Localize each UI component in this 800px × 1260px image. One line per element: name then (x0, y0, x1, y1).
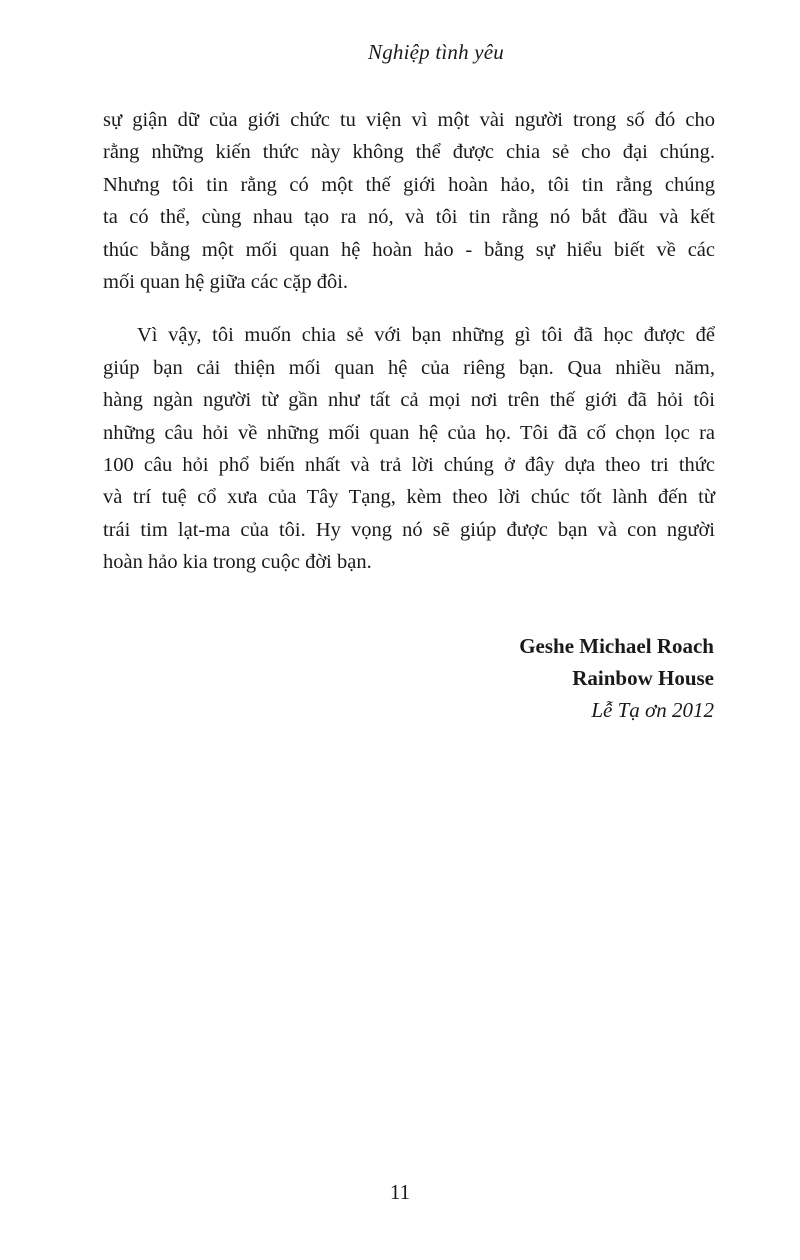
text-line: Vì vậy, tôi muốn chia sẻ với bạn những gì tôi đã học được để (137, 324, 715, 347)
text-line: thúc bằng một mối quan hệ hoàn hảo - bằng sự hiểu biết về các (103, 238, 715, 261)
text-line: và trí tuệ cổ xưa của Tây Tạng, kèm theo lời chúc tốt lành đến từ (103, 486, 715, 509)
author-place: Rainbow House (572, 666, 714, 690)
signature-date: Lễ Tạ ơn 2012 (591, 698, 714, 722)
text-line: ta có thể, cùng nhau tạo ra nó, và tôi tin rằng nó bắt đầu và kết (103, 206, 715, 229)
text-line: những câu hỏi về những mối quan hệ của họ. Tôi đã cố chọn lọc ra (103, 421, 715, 444)
running-header: Nghiệp tình yêu (368, 40, 504, 64)
text-line: mối quan hệ giữa các cặp đôi. (103, 270, 349, 293)
text-line: Nhưng tôi tin rằng có một thế giới hoàn hảo, tôi tin rằng chúng (103, 173, 715, 196)
text-line: hàng ngàn người từ gần như tất cả mọi nơi trên thế giới đã hỏi tôi (103, 389, 715, 412)
text-line: trái tim lạt-ma của tôi. Hy vọng nó sẽ giúp được bạn và con người (103, 518, 715, 541)
text-line: hoàn hảo kia trong cuộc đời bạn. (103, 551, 372, 574)
paragraph-1 (103, 104, 715, 298)
body-text (103, 104, 715, 578)
text-line: 100 câu hỏi phổ biến nhất và trả lời chúng ở đây dựa theo tri thức (103, 453, 715, 476)
author-name: Geshe Michael Roach (519, 634, 714, 658)
page-number: 11 (389, 1180, 411, 1204)
text-line: giúp bạn cải thiện mối quan hệ của riêng bạn. Qua nhiều năm, (103, 356, 715, 379)
text-line: sự giận dữ của giới chức tu viện vì một vài người trong số đó cho (103, 109, 715, 131)
paragraph-2 (103, 319, 715, 578)
text-line: rằng những kiến thức này không thể được chia sẻ cho đại chúng. (103, 141, 715, 164)
signature-block (519, 630, 714, 726)
